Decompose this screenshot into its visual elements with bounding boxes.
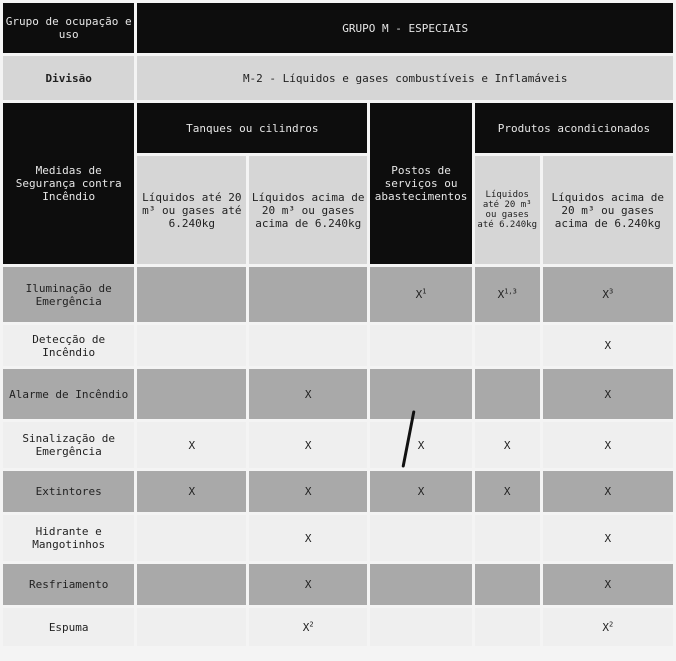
table-row — [3, 515, 673, 561]
table-cell — [370, 608, 472, 646]
table-cell — [543, 422, 673, 468]
cell-mark: X — [415, 288, 423, 301]
table-body — [3, 3, 673, 646]
measure-label: Extintores — [3, 471, 134, 512]
table-cell — [475, 471, 540, 512]
table-cell — [370, 267, 472, 322]
table-cell — [543, 515, 673, 561]
table-cell — [475, 369, 540, 419]
cell-mark: X — [604, 578, 612, 591]
cell-mark: X — [503, 438, 511, 452]
table-cell — [370, 564, 472, 605]
cell-mark: X — [304, 531, 312, 545]
table-cell — [475, 422, 540, 468]
group-title: GRUPO M - ESPECIAIS — [137, 3, 673, 53]
table-cell — [137, 608, 246, 646]
measure-label: Espuma — [3, 608, 134, 646]
footnote-ref: 3 — [608, 287, 614, 296]
footnote-ref: 1 — [422, 287, 427, 296]
table-cell — [249, 325, 367, 366]
table-cell — [249, 471, 367, 512]
measure-label: Resfriamento — [3, 564, 134, 605]
table-row — [3, 422, 673, 468]
table-cell — [137, 564, 246, 605]
table-cell — [543, 267, 673, 322]
table-cell — [543, 325, 673, 366]
division-label: Divisão — [3, 56, 134, 100]
table-cell — [543, 471, 673, 512]
table-row — [3, 369, 673, 419]
cell-mark: X — [602, 288, 609, 301]
cell-mark: X — [304, 578, 312, 591]
cell-mark: X — [604, 438, 612, 452]
footnote-ref: 1,3 — [504, 287, 517, 296]
cell-mark: X — [497, 288, 505, 301]
table-cell — [137, 267, 246, 322]
tanks-header: Tanques ou cilindros — [137, 103, 367, 153]
cell-mark: X — [604, 339, 612, 352]
category-row — [3, 103, 673, 153]
table-cell — [249, 267, 367, 322]
table-cell — [475, 608, 540, 646]
table-cell — [475, 564, 540, 605]
table-cell — [543, 564, 673, 605]
table-cell — [475, 515, 540, 561]
cell-mark: X — [417, 485, 425, 498]
cell-mark: X — [602, 620, 609, 634]
division-row — [3, 56, 673, 100]
measure-label: Detecção de Incêndio — [3, 325, 134, 366]
table-row — [3, 608, 673, 646]
cell-mark: X — [604, 531, 612, 545]
table-cell — [370, 369, 472, 419]
table-cell — [543, 608, 673, 646]
cell-mark: X — [188, 438, 196, 452]
table-cell — [475, 325, 540, 366]
table-cell — [137, 325, 246, 366]
cell-mark: X — [302, 620, 310, 634]
col-products-small: Líquidos até 20 m³ ou gases até 6.240kg — [475, 156, 540, 264]
table-cell — [137, 515, 246, 561]
cell-mark: X — [604, 387, 612, 401]
footnote-ref: 2 — [309, 619, 314, 628]
cell-mark: X — [188, 485, 196, 498]
table-cell — [475, 267, 540, 322]
table-cell — [370, 325, 472, 366]
products-header: Produtos acondicionados — [475, 103, 673, 153]
table-cell — [249, 422, 367, 468]
table-cell — [137, 471, 246, 512]
measure-label: Hidrante e Mangotinhos — [3, 515, 134, 561]
table-cell — [249, 608, 367, 646]
group-row — [3, 3, 673, 53]
measure-label: Sinalização de Emergência — [3, 422, 134, 468]
table-cell — [370, 471, 472, 512]
occupancy-label: Grupo de ocupação e uso — [3, 3, 134, 53]
division-value: M-2 - Líquidos e gases combustíveis e Inflamáveis — [137, 56, 673, 100]
cell-mark: X — [304, 387, 312, 401]
table-cell — [249, 369, 367, 419]
col-tanks-small: Líquidos até 20 m³ ou gases até 6.240kg — [137, 156, 246, 264]
table-cell — [249, 564, 367, 605]
table-row — [3, 267, 673, 322]
table-cell — [370, 515, 472, 561]
stations-header: Postos de serviços ou abastecimentos — [370, 103, 472, 264]
table-cell — [543, 369, 673, 419]
table-row — [3, 325, 673, 366]
table-row — [3, 471, 673, 512]
col-products-large: Líquidos acima de 20 m³ ou gases acima de 6.240kg — [543, 156, 673, 264]
measures-label: Medidas de Segurança contra Incêndio — [3, 103, 134, 264]
measure-label: Alarme de Incêndio — [3, 369, 134, 419]
table-cell — [137, 369, 246, 419]
col-tanks-large: Líquidos acima de 20 m³ ou gases acima de 6.240kg — [249, 156, 367, 264]
cell-mark: X — [417, 438, 425, 452]
table-row — [3, 564, 673, 605]
measure-label: Iluminação de Emergência — [3, 267, 134, 322]
cell-mark: X — [503, 485, 511, 498]
cell-mark: X — [304, 438, 312, 452]
cell-mark: X — [604, 485, 612, 498]
table-cell — [249, 515, 367, 561]
table-cell — [137, 422, 246, 468]
table-cell — [370, 422, 472, 468]
cell-mark: X — [304, 485, 312, 498]
footnote-ref: 2 — [608, 619, 614, 628]
